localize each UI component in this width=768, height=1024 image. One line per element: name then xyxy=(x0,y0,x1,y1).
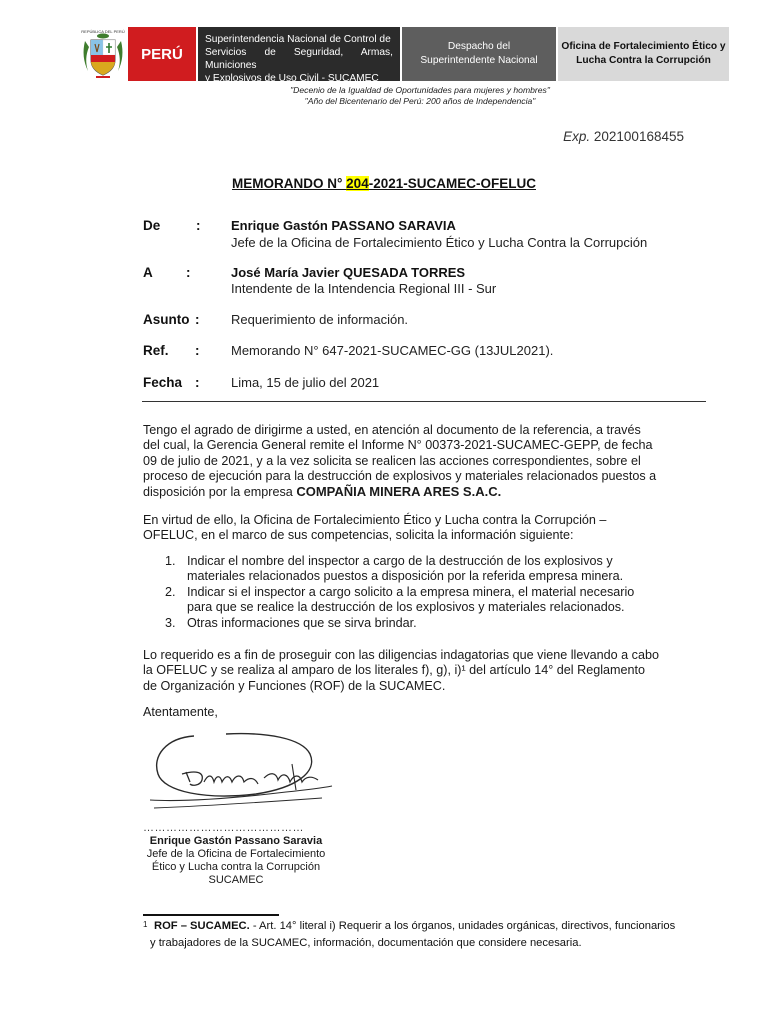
field-de-name: Enrique Gastón PASSANO SARAVIA xyxy=(231,218,456,233)
sucamec-institution-block xyxy=(198,27,400,84)
memo-suffix: -2021-SUCAMEC-OFELUC xyxy=(368,176,536,191)
memo-title xyxy=(0,176,768,191)
field-ref-label: Ref. xyxy=(143,343,169,358)
signer-role-line: Jefe de la Oficina de Fortalecimiento xyxy=(146,848,326,860)
paragraph-line: En virtud de ello, la Oficina de Fortalecimiento Ético y Lucha contra la Corrupción – xyxy=(143,513,607,527)
paragraph-line: del cual, la Gerencia General remite el Informe N° 00373-2021-SUCAMEC-GEPP, de fecha xyxy=(143,438,653,453)
footnote-bold: ROF – SUCAMEC. xyxy=(154,920,250,932)
field-ref-colon: : xyxy=(195,343,200,358)
sucamec-line: Superintendencia Nacional de Control de xyxy=(205,34,391,45)
field-a-colon: : xyxy=(186,265,191,280)
field-fecha-value: Lima, 15 de julio del 2021 xyxy=(231,375,380,390)
paragraph-line: Tengo el agrado de dirigirme a usted, en atención al documento de la referencia, a través xyxy=(143,423,641,437)
motto-bicentenario: "Año del Bicentenario del Perú: 200 años de Independencia" xyxy=(304,96,536,106)
list-item xyxy=(165,554,684,585)
motto-decenio: "Decenio de la Igualdad de Oportunidades para mujeres y hombres" xyxy=(290,85,550,95)
paragraph-1 xyxy=(143,423,684,500)
memo-number-highlight: 204 xyxy=(346,176,369,191)
list-line: Indicar si el inspector a cargo solicito a la empresa minera, el material necesario xyxy=(187,585,635,599)
company-name: COMPAÑIA MINERA ARES S.A.C. xyxy=(296,484,502,500)
signer-name: Enrique Gastón Passano Saravia xyxy=(149,835,323,847)
expediente-value: 202100168455 xyxy=(590,129,684,144)
footnote-mark: 1 xyxy=(143,920,148,929)
field-asunto-value: Requerimiento de información. xyxy=(231,312,409,327)
field-a-label: A xyxy=(143,265,153,280)
handwritten-signature xyxy=(146,728,342,814)
paragraph-line xyxy=(143,484,684,500)
closing-text: Atentamente, xyxy=(143,705,218,719)
sucamec-line: y Explosivos de Uso Civil - SUCAMEC xyxy=(205,73,379,84)
paragraph-3 xyxy=(143,648,684,694)
signature-dotted-line: …………………………………… xyxy=(143,822,304,834)
field-fecha-colon: : xyxy=(195,375,200,390)
paragraph-line: proceso de ejecución para la destrucción de explosivos y materiales relacionados puestos a xyxy=(143,468,657,483)
field-a-role: Intendente de la Intendencia Regional III - Sur xyxy=(231,281,497,296)
paragraph-line: OFELUC, en el marco de sus competencias, solicita la información siguiente: xyxy=(143,528,574,543)
paragraph-line: de Organización y Funciones (ROF) de la SUCAMEC. xyxy=(143,678,446,693)
list-line: para que se realice la destrucción de los explosivos y materiales relacionados. xyxy=(187,600,625,615)
list-line: materiales relacionados puestos a disposición por la referida empresa minera. xyxy=(187,569,624,584)
peru-label: PERÚ xyxy=(128,27,196,81)
paragraph-text: disposición por la empresa xyxy=(143,485,297,500)
signer-role-line: SUCAMEC xyxy=(208,874,264,886)
paragraph-line: Lo requerido es a fin de proseguir con las diligencias indagatorias que viene llevando a cabo xyxy=(143,648,659,662)
field-ref-value: Memorando N° 647-2021-SUCAMEC-GG (13JUL2021). xyxy=(231,343,554,358)
field-de-role: Jefe de la Oficina de Fortalecimiento Ético y Lucha Contra la Corrupción xyxy=(231,235,648,250)
field-asunto-label: Asunto xyxy=(143,312,190,327)
peru-coat-of-arms-icon xyxy=(78,27,128,81)
list-line: Otras informaciones que se sirva brindar. xyxy=(187,616,417,630)
list-item xyxy=(165,585,684,616)
expediente-number xyxy=(563,129,684,144)
memo-prefix: MEMORANDO N° xyxy=(232,176,347,191)
svg-text:REPÚBLICA DEL PERÚ: REPÚBLICA DEL PERÚ xyxy=(81,29,125,34)
oficina-block xyxy=(558,27,729,81)
field-de-label: De xyxy=(143,218,161,233)
footnote-line-1 xyxy=(154,920,675,932)
footnote-text: - Art. 14° literal i) Requerir a los órganos, unidades orgánicas, directivos, funcionarios xyxy=(249,920,676,932)
despacho-line: Superintendente Nacional xyxy=(420,55,538,66)
paragraph-line: 09 de julio de 2021, y a la vez solicita se realicen las acciones correspondientes, sobre el xyxy=(143,453,641,468)
field-de-colon: : xyxy=(196,218,201,233)
expediente-label: Exp. xyxy=(563,129,591,144)
despacho-line: Despacho del xyxy=(447,41,511,52)
despacho-block xyxy=(402,27,556,81)
field-asunto-colon: : xyxy=(195,312,200,327)
oficina-line: Oficina de Fortalecimiento Ético y xyxy=(561,41,726,52)
paragraph-line: la OFELUC y se realiza al amparo de los literales f), g), i)¹ del artículo 14° del Reglamento xyxy=(143,663,646,678)
sucamec-line: Servicios de Seguridad, Armas, Municiones xyxy=(205,47,393,71)
signer-role-line: Ético y Lucha contra la Corrupción xyxy=(151,861,321,873)
footnote-line-2: y trabajadores de la SUCAMEC, información, documentación que considere necesaria. xyxy=(150,937,582,949)
list-item xyxy=(165,616,684,631)
oficina-line: Lucha Contra la Corrupción xyxy=(576,55,711,66)
field-a-name: José María Javier QUESADA TORRES xyxy=(231,265,466,280)
list-number: 1. xyxy=(165,554,176,568)
paragraph-2 xyxy=(143,513,684,544)
list-line: Indicar el nombre del inspector a cargo de la destrucción de los explosivos y xyxy=(187,554,613,568)
field-fecha-label: Fecha xyxy=(143,375,183,390)
list-number: 3. xyxy=(165,616,176,630)
header-divider xyxy=(142,401,706,402)
list-number: 2. xyxy=(165,585,176,599)
footnote-divider xyxy=(143,914,279,916)
